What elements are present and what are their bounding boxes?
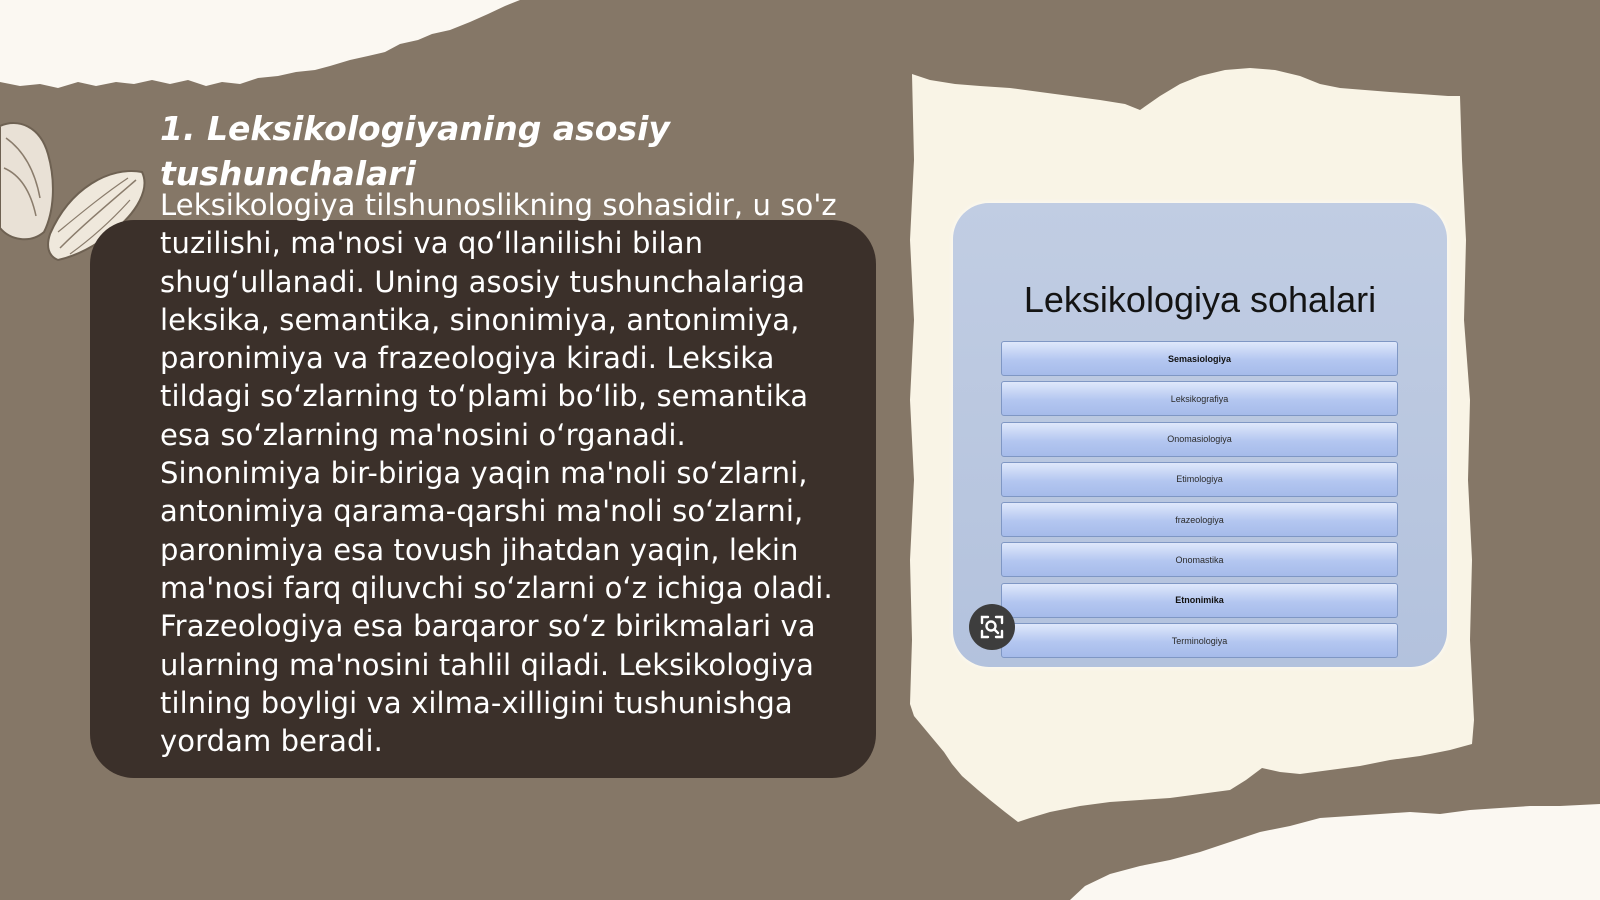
lens-search-icon <box>979 614 1005 640</box>
slide-body-text: Leksikologiya tilshunoslikning sohasidir, u so'z tuzilishi, ma'nosi va qo‘llanilishi bilan shug‘ullanadi. Uning asosiy tushunchalariga leksika, semantika, sinonimiya, antonimiya, paronimiya va frazeologiya kiradi. Leksika tildagi so‘zlarning to‘plami bo‘lib, semantika esa so‘zlarning ma'nosini o‘rganadi. Sinonimiya bir-biriga yaqin ma'noli so‘zlarni, antonimiya qarama-qarshi ma'noli so‘zlarni, paronimiya esa tovush jihatdan yaqin, lekin ma'nosi farq qiluvchi so‘zlarni o‘z ichiga oladi. Frazeologiya esa barqaror so‘z birikmalari va ularning ma'nosini tahlil qiladi. Leksikologiya tilning boyligi va xilma-xilligini tushunishga yordam beradi. <box>160 188 837 759</box>
diagram-item: frazeologiya <box>1001 502 1398 537</box>
diagram-image <box>953 203 1447 667</box>
lens-search-button[interactable] <box>969 604 1015 650</box>
slide-title: 1. Leksikologiyaning asosiy tushunchalari <box>160 109 670 193</box>
diagram-item: Onomastika <box>1001 542 1398 577</box>
diagram-item: Leksikografiya <box>1001 381 1398 416</box>
torn-paper-top-left <box>0 0 520 88</box>
diagram-list <box>1001 341 1398 663</box>
diagram-item: Etimologiya <box>1001 462 1398 497</box>
torn-paper-bottom-right <box>1070 804 1600 900</box>
diagram-item: Semasiologiya <box>1001 341 1398 376</box>
diagram-title: Leksikologiya sohalari <box>1023 279 1377 320</box>
diagram-item: Terminologiya <box>1001 623 1398 658</box>
diagram-item: Onomasiologiya <box>1001 422 1398 457</box>
diagram-item: Etnonimika <box>1001 583 1398 618</box>
